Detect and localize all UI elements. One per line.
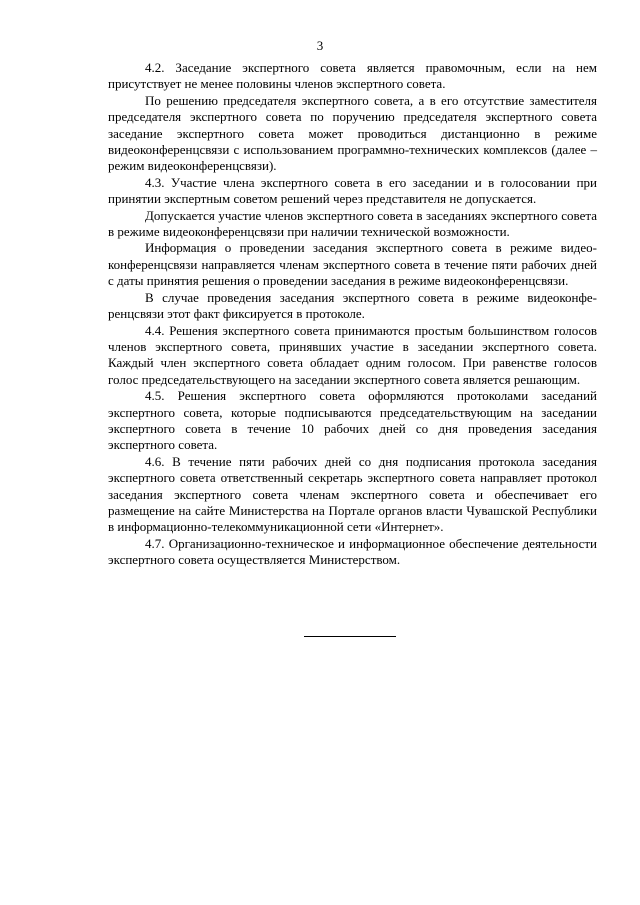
end-separator-line: [304, 636, 396, 637]
paragraph-4-3-protocol-note: В случае проведения заседания экспертного совета в режиме видеоконференцсвязи этот факт фиксируется в протоколе.: [108, 289, 597, 322]
paragraph-4-3-information: Информация о проведении заседания экспертного совета в режиме видеоконференцсвязи направляется членам экспертного совета в течение пяти рабочих дней с даты принятия решения о проведении заседания в режиме видеоконференцсвязи.: [108, 240, 597, 289]
paragraph-4-3: 4.3. Участие члена экспертного совета в его заседании и в голосовании при принятии экспертным советом решений через представителя не допускается.: [108, 174, 597, 207]
paragraph-4-7: 4.7. Организационно-техническое и информационное обеспечение деятельности экспертного совета осуществляется Министерством.: [108, 535, 597, 568]
paragraph-4-2-videoconference: По решению председателя экспертного совета, а в его отсутствие заместителя председателя экспертного совета по поручению председателя экспертного совета заседание экспертного совета может проводиться дистанционно в режиме видеоконференцсвязи с использованием программно-технических комплексов (далее – режим видеоконференцсвязи).: [108, 92, 597, 174]
paragraph-4-4: 4.4. Решения экспертного совета принимаются простым большинством голосов членов экспертного совета, принявших участие в заседании экспертного совета. Каждый член экспертного совета обладает одним голосом. При равенстве голосов голос председательствующего на заседании экспертного совета является решающим.: [108, 322, 597, 387]
document-body: [108, 60, 597, 569]
paragraph-4-2: 4.2. Заседание экспертного совета является правомочным, если на нем присутствует не менее половины членов экспертного совета.: [108, 60, 597, 92]
paragraph-4-5: 4.5. Решения экспертного совета оформляются протоколами заседаний экспертного совета, которые подписываются председательствующим на заседании экспертного совета в течение 10 рабочих дней со дня проведения заседания экспертного совета.: [108, 388, 597, 453]
paragraph-4-3-participation: Допускается участие членов экспертного совета в заседаниях экспертного совета в режиме видеоконференцсвязи при наличии технической возможности.: [108, 207, 597, 240]
page-number: 3: [316, 38, 324, 53]
paragraph-4-6: 4.6. В течение пяти рабочих дней со дня подписания протокола заседания экспертного совета ответственный секретарь экспертного совета направляет протокол заседания экспертного совета членам экспертного совета и обеспечивает его размещение на сайте Министерства на Портале органов власти Чувашской Республики в информационно-телекоммуникационной сети «Интернет».: [108, 453, 597, 535]
